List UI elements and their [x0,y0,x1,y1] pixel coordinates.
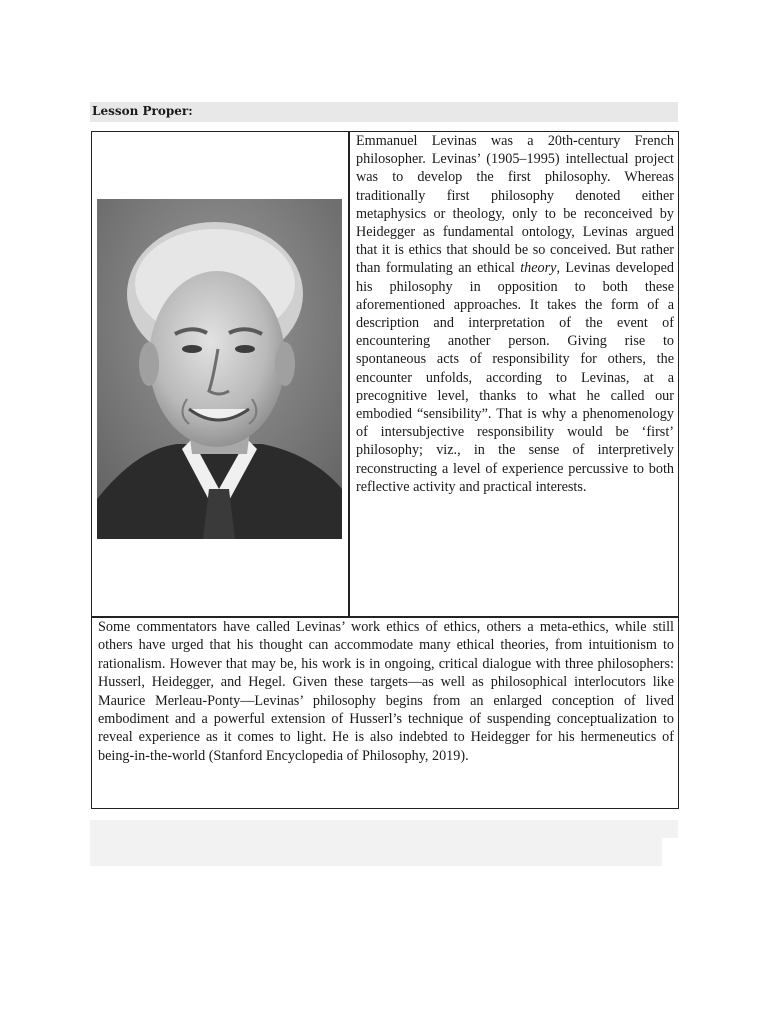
biography-text-part-1: Emmanuel Levinas was a 20th-century French philosopher. Levinas’ (1905–1995) intellectual project was to develop the first philosophy. Whereas traditionally first philosophy denoted either metaphysics or theology, only to be reconceived by Heidegger as fundamental ontology, Levinas argued that it is ethics that should be so conceived. But rather than formulating an ethical [356,133,674,277]
section-heading: Lesson Proper: [92,104,193,118]
portrait-photo [97,199,342,539]
column-divider [348,132,350,616]
footer-band-lower [90,838,662,866]
biography-text-part-2: , Levinas developed his philosophy in opposition to both these aforementioned approaches. It takes the form of a description and interpretation of the event of encountering another person. Giving rise to spontaneous acts of responsibility for others, the encounter unfolds, according to Levinas, at a precognitive level, thanks to what he called our embodied “sensibility”. That is why a phenomenology of intersubjective responsibility would be ‘first’ philosophy; viz., in the sense of interpretively reconstructing a level of experience percussive to both reflective activity and practical interests. [356,260,675,495]
footer-band [90,820,678,838]
portrait-image [97,199,342,539]
commentary-paragraph: Some commentators have called Levinas’ work ethics of ethics, others a meta-ethics, while still others have urged that his thought can accommodate many ethical theories, from intuitionism to rationalism. However that may be, his work is in ongoing, critical dialogue with three philosophers: Husserl, Heidegger, and Hegel. Given these targets—as well as philosophical interlocutors like Maurice Merleau-Ponty—Levinas’ philosophy begins from an enlarged conception of lived embodiment and a powerful extension of Husserl’s technique of suspending conceptualization to reveal experience as it comes to light. He is also indebted to Heidegger for his hermeneutics of being-in-the-world (Stanford Encyclopedia of Philosophy, 2019). [98,619,674,764]
biography-paragraph [356,132,674,496]
section-header [90,102,678,122]
biography-italic-word: theory [520,260,557,277]
content-table [91,131,679,809]
